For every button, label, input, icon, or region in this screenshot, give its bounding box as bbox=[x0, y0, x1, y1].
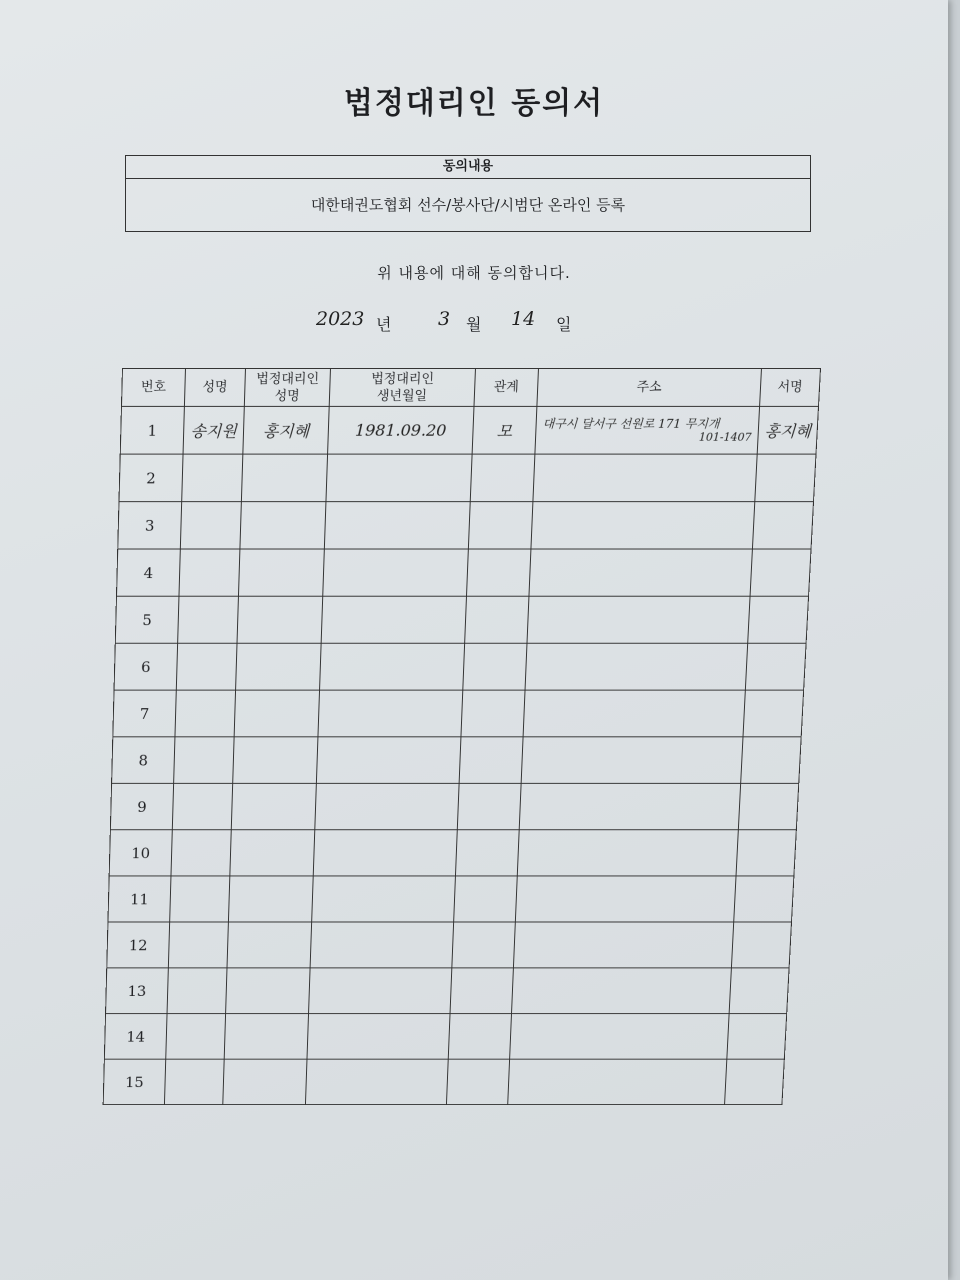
guardian-birthdate-cell bbox=[309, 968, 452, 1014]
relation-cell bbox=[468, 502, 533, 549]
date-year: 2023 bbox=[316, 308, 365, 330]
signature-cell bbox=[748, 596, 809, 643]
row-number-cell: 13 bbox=[106, 968, 169, 1014]
guardian-name-cell bbox=[236, 643, 322, 690]
signature-cell bbox=[731, 922, 791, 968]
guardian-birthdate-cell bbox=[321, 596, 466, 643]
guardian-birthdate-cell bbox=[313, 830, 457, 876]
address-cell bbox=[510, 1014, 730, 1060]
header-address: 주소 bbox=[537, 368, 762, 406]
row-number-cell: 2 bbox=[119, 454, 183, 502]
guardian-name-cell bbox=[230, 830, 315, 876]
guardian-birthdate-cell bbox=[315, 783, 459, 829]
signature-cell bbox=[725, 1059, 785, 1104]
address-cell bbox=[508, 1059, 727, 1104]
guardian-birthdate-cell bbox=[323, 549, 469, 596]
table-row bbox=[120, 406, 818, 454]
signature-cell bbox=[736, 830, 796, 876]
row-number-cell: 6 bbox=[114, 643, 178, 690]
row-number-cell: 8 bbox=[112, 737, 175, 784]
guardian-birthdate-cell: 1981.09.20 bbox=[328, 406, 474, 454]
relation-cell bbox=[455, 830, 519, 876]
relation-cell bbox=[448, 1014, 511, 1060]
table-row bbox=[110, 783, 798, 829]
student-name-cell bbox=[170, 876, 230, 922]
guardian-birthdate-cell bbox=[318, 690, 463, 737]
table-row bbox=[115, 596, 808, 643]
table-row bbox=[114, 643, 806, 690]
header-number: 번호 bbox=[121, 368, 185, 406]
table-row bbox=[104, 1014, 786, 1060]
guardian-birthdate-cell bbox=[324, 502, 470, 549]
address-line2: 101-1407 bbox=[698, 430, 752, 444]
table-row bbox=[119, 454, 816, 502]
guardian-consent-table bbox=[103, 368, 821, 1105]
signature-cell bbox=[727, 1014, 787, 1060]
relation-cell bbox=[465, 596, 529, 643]
signature-cell bbox=[734, 876, 794, 922]
row-number-cell: 3 bbox=[118, 502, 182, 549]
student-name-cell bbox=[179, 549, 240, 596]
consent-header: 동의내용 bbox=[126, 156, 810, 179]
student-name-cell bbox=[178, 596, 239, 643]
student-name-cell bbox=[171, 830, 231, 876]
address-cell bbox=[531, 502, 755, 549]
signature-cell bbox=[741, 737, 802, 784]
date-year-label: 년 bbox=[376, 315, 392, 334]
relation-cell bbox=[454, 876, 518, 922]
relation-cell bbox=[450, 968, 513, 1014]
relation-cell bbox=[459, 737, 523, 784]
address-cell bbox=[519, 783, 740, 829]
table-row bbox=[113, 690, 804, 737]
table-row bbox=[103, 1059, 784, 1104]
guardian-name-cell bbox=[231, 783, 316, 829]
guardian-birthdate-cell bbox=[305, 1059, 448, 1104]
student-name-cell bbox=[166, 1014, 226, 1060]
student-name-cell bbox=[172, 783, 232, 829]
student-name-cell bbox=[175, 690, 236, 737]
relation-cell bbox=[466, 549, 530, 596]
signature-cell bbox=[743, 690, 804, 737]
relation-cell: 모 bbox=[472, 406, 537, 454]
address-cell bbox=[525, 643, 748, 690]
header-signature: 서명 bbox=[760, 368, 821, 406]
relation-cell bbox=[463, 643, 527, 690]
guardian-name-cell bbox=[234, 690, 319, 737]
row-number-cell: 5 bbox=[115, 596, 179, 643]
row-number-cell: 14 bbox=[104, 1014, 167, 1060]
guardian-name-cell bbox=[223, 1059, 307, 1104]
guardian-name-cell bbox=[226, 968, 311, 1014]
date-month-label: 월 bbox=[466, 315, 482, 334]
date-day: 14 bbox=[511, 308, 536, 330]
student-name-cell bbox=[168, 922, 228, 968]
table-header-row bbox=[121, 368, 820, 406]
row-number-cell: 10 bbox=[109, 830, 172, 876]
row-number-cell: 11 bbox=[108, 876, 171, 922]
signature-cell bbox=[729, 968, 789, 1014]
student-name-cell bbox=[174, 737, 235, 784]
guardian-birthdate-cell bbox=[312, 876, 456, 922]
relation-cell bbox=[446, 1059, 509, 1104]
guardian-birthdate-cell bbox=[307, 1014, 450, 1060]
student-name-cell bbox=[182, 454, 243, 502]
relation-cell bbox=[461, 690, 525, 737]
table-row bbox=[118, 502, 814, 549]
guardian-name-cell: 홍지혜 bbox=[243, 406, 329, 454]
student-name-cell bbox=[176, 643, 237, 690]
table-row bbox=[109, 830, 796, 876]
row-number-cell: 7 bbox=[113, 690, 176, 737]
table-row bbox=[108, 876, 794, 922]
address-cell bbox=[529, 549, 752, 596]
address-cell bbox=[523, 690, 745, 737]
signature-cell bbox=[752, 502, 813, 549]
header-name: 성명 bbox=[184, 368, 245, 406]
table-row bbox=[112, 737, 802, 784]
consent-content-box bbox=[125, 155, 811, 232]
guardian-birthdate-cell bbox=[326, 454, 472, 502]
guardian-birthdate-cell bbox=[310, 922, 454, 968]
address-cell bbox=[512, 968, 732, 1014]
header-guardian-name: 법정대리인 성명 bbox=[244, 368, 330, 406]
student-name-cell bbox=[164, 1059, 224, 1104]
header-relation: 관계 bbox=[474, 368, 538, 406]
signature-cell bbox=[755, 454, 816, 502]
date-day-label: 일 bbox=[556, 315, 572, 334]
row-number-cell: 9 bbox=[110, 783, 173, 829]
guardian-name-cell bbox=[240, 502, 326, 549]
address-cell bbox=[535, 406, 760, 454]
agreement-statement: 위 내용에 대해 동의합니다. bbox=[377, 264, 571, 282]
address-cell bbox=[527, 596, 750, 643]
student-name-cell bbox=[167, 968, 227, 1014]
guardian-name-cell bbox=[238, 549, 324, 596]
row-number-cell: 12 bbox=[107, 922, 170, 968]
guardian-name-cell bbox=[227, 922, 312, 968]
table-row bbox=[117, 549, 812, 596]
row-number-cell: 15 bbox=[103, 1059, 166, 1104]
table-row bbox=[107, 922, 792, 968]
relation-cell bbox=[470, 454, 535, 502]
row-number-cell: 4 bbox=[117, 549, 181, 596]
signature-cell bbox=[738, 783, 798, 829]
guardian-name-cell bbox=[224, 1014, 308, 1060]
guardian-name-cell bbox=[241, 454, 327, 502]
guardian-birthdate-cell bbox=[316, 737, 461, 784]
row-number-cell: 1 bbox=[120, 406, 184, 454]
address-cell bbox=[515, 876, 736, 922]
address-cell bbox=[533, 454, 757, 502]
table-row bbox=[106, 968, 790, 1014]
student-name-cell bbox=[180, 502, 241, 549]
document-title: 법정대리인 동의서 bbox=[343, 86, 605, 121]
consent-text: 대한태권도협회 선수/봉사단/시범단 온라인 등록 bbox=[310, 196, 626, 214]
signature-cell bbox=[745, 643, 806, 690]
student-name-cell: 송지원 bbox=[183, 406, 244, 454]
address-cell bbox=[517, 830, 738, 876]
signature-cell bbox=[750, 549, 811, 596]
relation-cell bbox=[457, 783, 521, 829]
guardian-name-cell bbox=[233, 737, 318, 784]
address-cell bbox=[521, 737, 743, 784]
address-line1: 대구시 달서구 선원로 171 무지개 bbox=[542, 416, 720, 431]
guardian-name-cell bbox=[237, 596, 323, 643]
relation-cell bbox=[452, 922, 516, 968]
date-month: 3 bbox=[438, 308, 451, 330]
signature-cell: 홍지혜 bbox=[757, 406, 818, 454]
header-guardian-birth: 법정대리인 생년월일 bbox=[329, 368, 475, 406]
guardian-name-cell bbox=[228, 876, 313, 922]
guardian-birthdate-cell bbox=[320, 643, 465, 690]
address-cell bbox=[513, 922, 733, 968]
